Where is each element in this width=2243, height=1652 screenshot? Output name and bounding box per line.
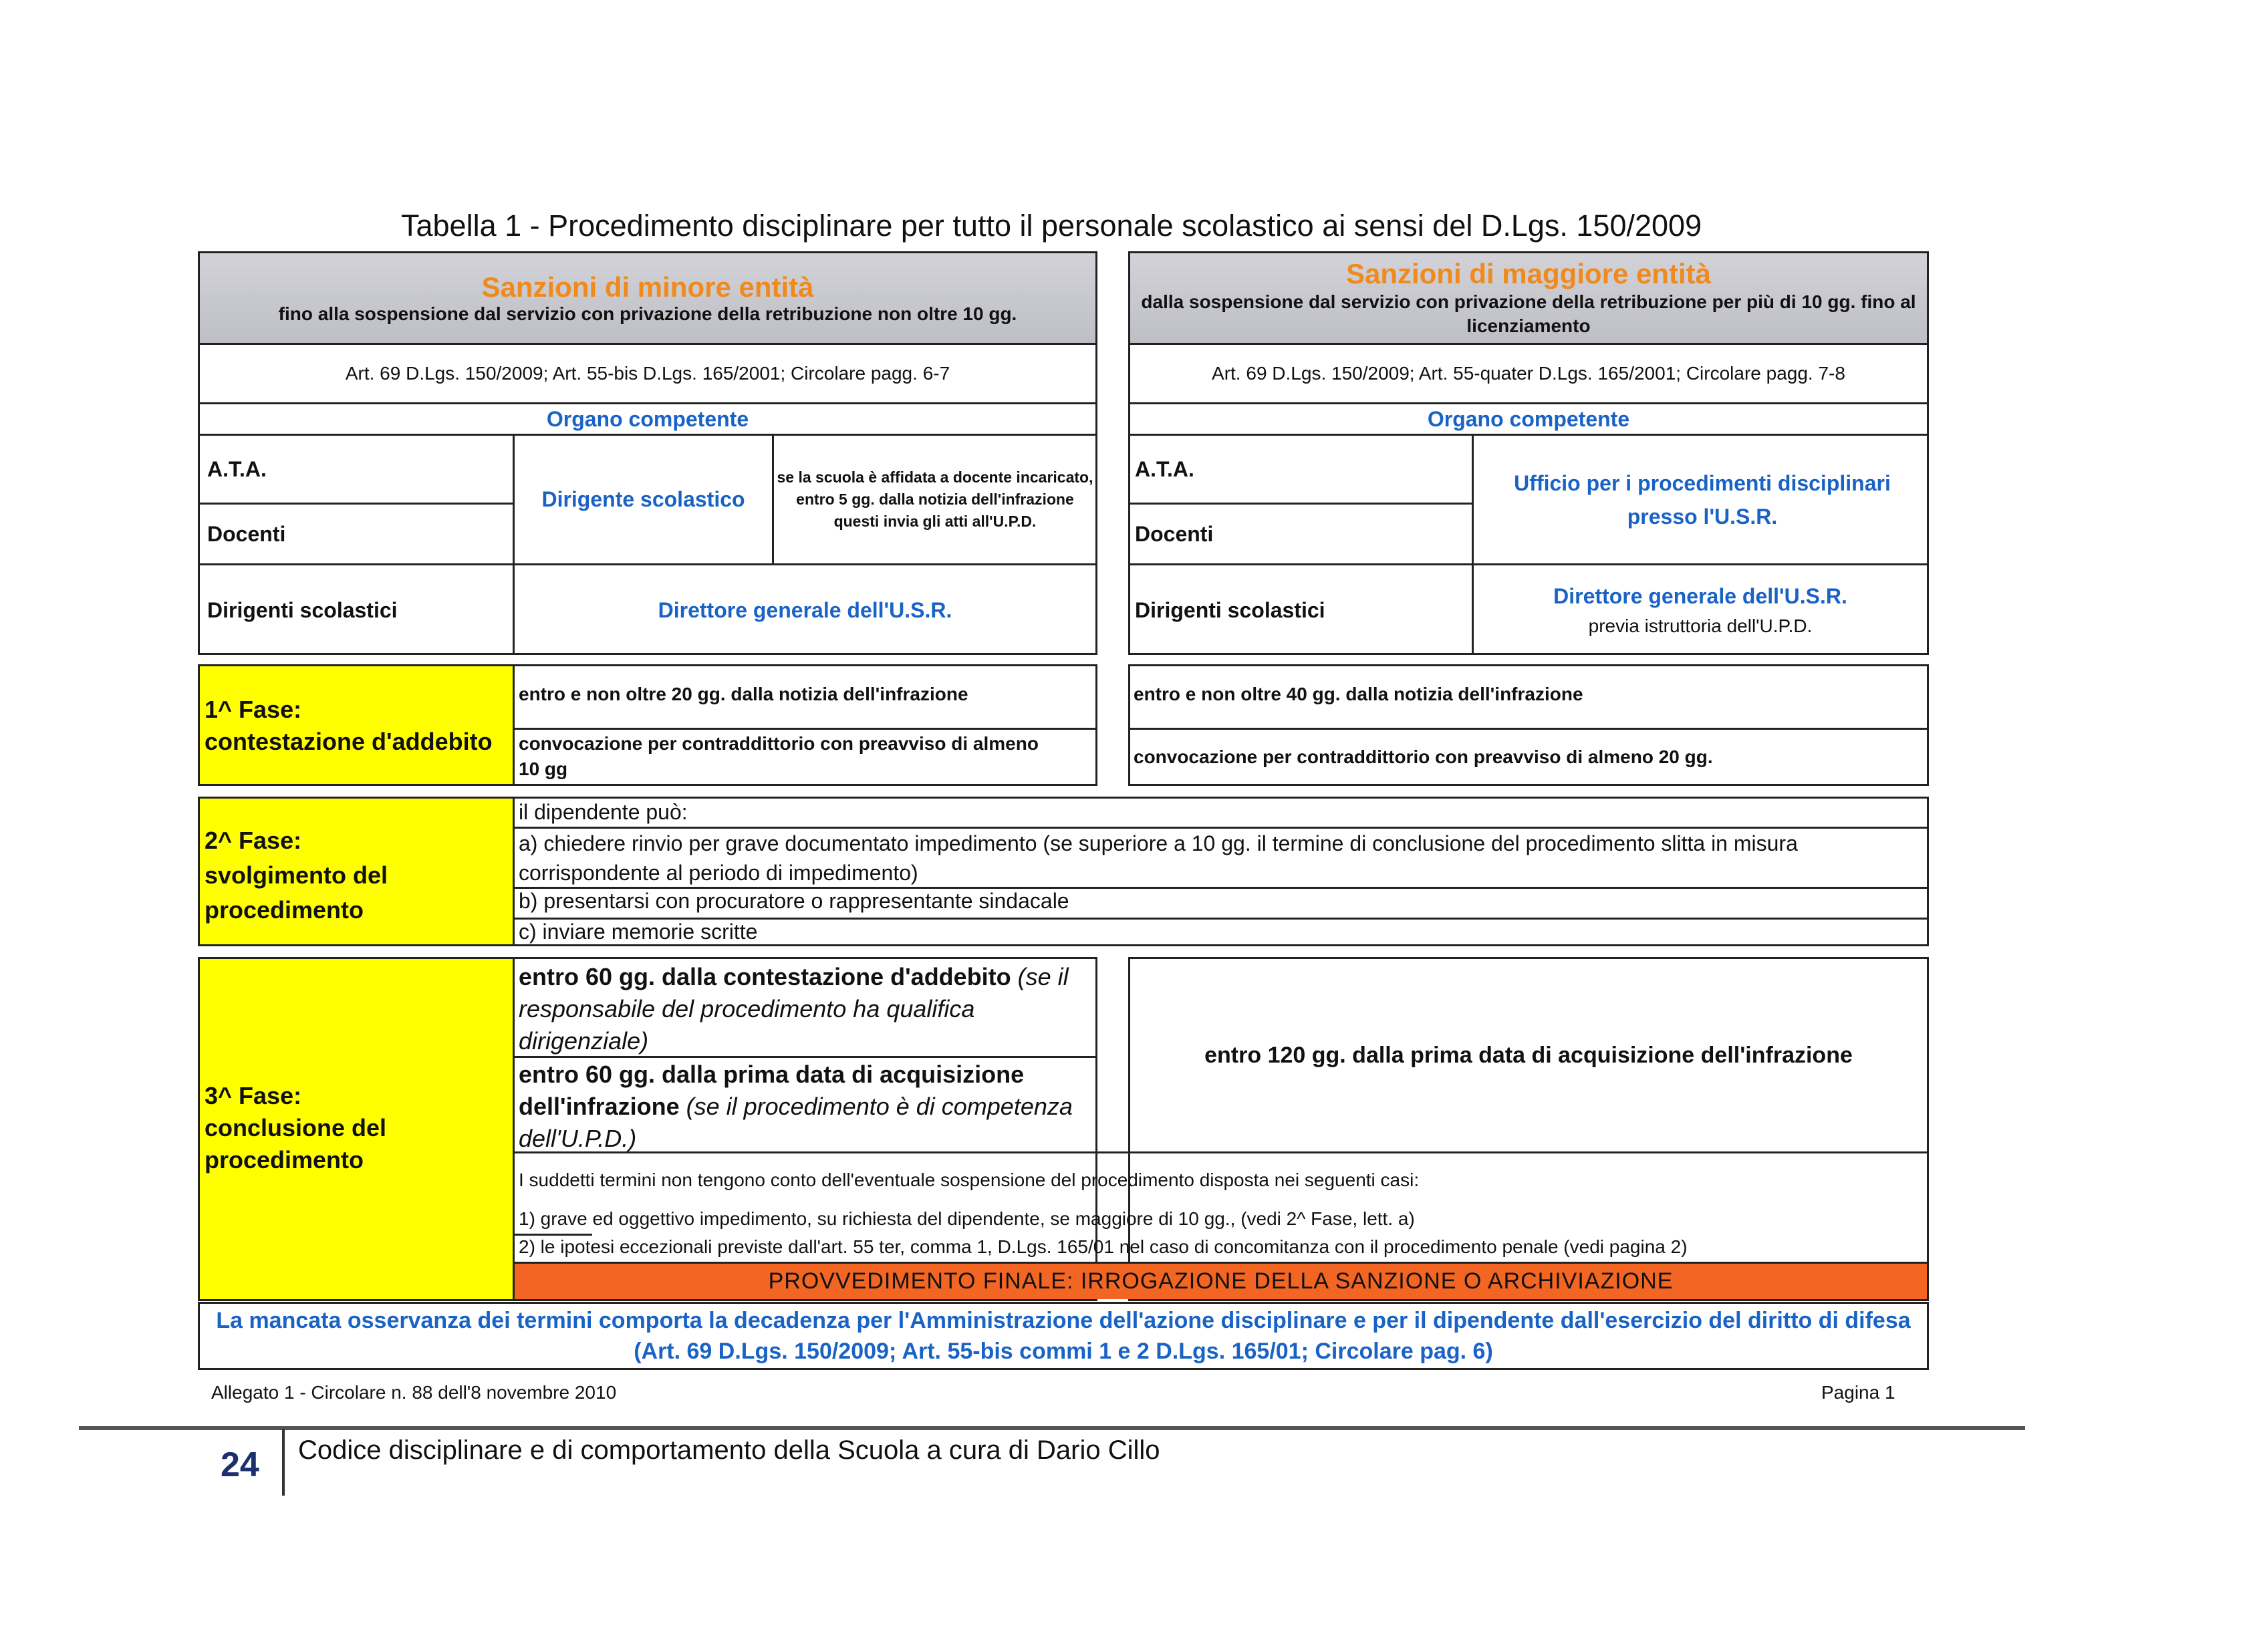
left-header-subtitle: fino alla sospensione dal servizio con privazione della retribuzione non oltre 10 gg. bbox=[278, 303, 1017, 324]
left-dirigente-scolastico: Dirigente scolastico bbox=[541, 487, 745, 511]
fase2-label-b: svolgimento del bbox=[205, 861, 388, 889]
fase2-option-c: c) inviare memorie scritte bbox=[519, 920, 758, 944]
right-organo-heading: Organo competente bbox=[1427, 406, 1630, 431]
termini-footer-text: La mancata osservanza dei termini comporta la decadenza per l'Amministrazione dell'azione disciplinare e per il dipendente dall'esercizio del diritto di difesa (Art. 69 D.Lgs. 150/2009; Art. 55-bis commi 1 e 2 D.Lgs. 165/01; Circolare pag. 6) bbox=[216, 1308, 1911, 1364]
fase3-term-dirigenziale-main: entro 60 gg. dalla contestazione d'addebito bbox=[519, 963, 1011, 990]
left-direttore-generale: Direttore generale dell'U.S.R. bbox=[658, 597, 952, 622]
right-ata-label: A.T.A. bbox=[1135, 456, 1194, 481]
fase3-label-c: procedimento bbox=[205, 1146, 364, 1174]
fase1-label bbox=[205, 694, 512, 758]
left-header bbox=[200, 253, 1095, 343]
right-direttore-generale: Direttore generale dell'U.S.R. bbox=[1553, 583, 1847, 608]
fase1-right-convocazione: convocazione per contraddittorio con preavviso di almeno 20 gg. bbox=[1134, 746, 1713, 767]
right-header-subtitle: dalla sospensione dal servizio con privazione della retribuzione per più di 10 gg. fino al licenziamento bbox=[1141, 291, 1916, 336]
fase3-right-term: entro 120 gg. dalla prima data di acquisizione dell'infrazione bbox=[1204, 1042, 1853, 1068]
fase3-label-b: conclusione del bbox=[205, 1114, 387, 1141]
right-legal-ref: Art. 69 D.Lgs. 150/2009; Art. 55-quater D.Lgs. 165/2001; Circolare pagg. 7-8 bbox=[1212, 363, 1845, 384]
fase2-dipendente-puo: il dipendente può: bbox=[519, 800, 688, 824]
fase1-right-deadline: entro e non oltre 40 gg. dalla notizia dell'infrazione bbox=[1134, 684, 1583, 704]
fase2-label bbox=[205, 823, 512, 928]
termini-footer-note bbox=[198, 1302, 1929, 1370]
fase3-term-dirigenziale-note: (se il responsabile del procedimento ha qualifica dirigenziale) bbox=[519, 963, 1069, 1055]
fase3-term-upd-main: entro 60 gg. dalla prima data di acquisizione dell'infrazione bbox=[519, 1061, 1025, 1120]
fase3-term-upd-note: (se il procedimento è di competenza dell'U.P.D.) bbox=[519, 1093, 1073, 1152]
fase1-label-b: contestazione d'addebito bbox=[205, 728, 493, 755]
fase3-term-upd bbox=[519, 1059, 1093, 1155]
book-title: Codice disciplinare e di comportamento della Scuola a cura di Dario Cillo bbox=[298, 1435, 1160, 1465]
left-dirigenti-label: Dirigenti scolastici bbox=[207, 597, 398, 622]
left-ata-label: A.T.A. bbox=[207, 456, 267, 481]
fase3-suspension-note: I suddetti termini non tengono conto dell'eventuale sospensione del procedimento disposta nei seguenti casi: bbox=[519, 1169, 1420, 1190]
right-docenti-label: Docenti bbox=[1135, 521, 1214, 546]
right-direttore-cell bbox=[1474, 565, 1927, 655]
fase3-suspension-case2: 2) le ipotesi eccezionali previste dall'art. 55 ter, comma 1, D.Lgs. 165/01 nel caso di concomitanza con il procedimento penale (vedi pagina 2) bbox=[519, 1236, 1688, 1257]
fase2-option-b: b) presentarsi con procuratore o rappresentante sindacale bbox=[519, 889, 1069, 913]
right-ufficio-upd: Ufficio per i procedimenti disciplinari presso l'U.S.R. bbox=[1514, 470, 1891, 529]
left-organo-heading: Organo competente bbox=[546, 406, 749, 431]
fase3-label bbox=[205, 1080, 512, 1176]
fase2-label-a: 2^ Fase: bbox=[205, 827, 302, 854]
allegato-caption: Allegato 1 - Circolare n. 88 dell'8 novembre 2010 bbox=[211, 1382, 617, 1403]
fase2-option-a: a) chiedere rinvio per grave documentato impedimento (se superiore a 10 gg. il termine di conclusione del procedimento slitta in misura corrispondente al periodo di impedimento) bbox=[519, 831, 1798, 885]
left-legal-ref: Art. 69 D.Lgs. 150/2009; Art. 55-bis D.Lgs. 165/2001; Circolare pagg. 6-7 bbox=[345, 363, 950, 384]
right-previa-istruttoria: previa istruttoria dell'U.P.D. bbox=[1588, 615, 1813, 636]
right-dirigenti-label: Dirigenti scolastici bbox=[1135, 597, 1325, 622]
page-number: 24 bbox=[221, 1446, 259, 1484]
fase2-label-c: procedimento bbox=[205, 896, 364, 924]
fase1-left-deadline: entro e non oltre 20 gg. dalla notizia dell'infrazione bbox=[519, 684, 968, 704]
left-docenti-label: Docenti bbox=[207, 521, 286, 546]
left-incaricato-note: se la scuola è affidata a docente incaricato, entro 5 gg. dalla notizia dell'infrazione questi invia gli atti all'U.P.D. bbox=[777, 468, 1093, 530]
left-header-title: Sanzioni di minore entità bbox=[481, 271, 814, 303]
fase1-left-convocazione: convocazione per contraddittorio con preavviso di almeno 10 gg bbox=[519, 733, 1039, 779]
provvedimento-finale-banner: PROVVEDIMENTO FINALE: IRROGAZIONE DELLA SANZIONE O ARCHIVIAZIONE bbox=[515, 1262, 1927, 1299]
pagina-caption: Pagina 1 bbox=[1821, 1382, 1895, 1403]
footer-divider bbox=[282, 1429, 285, 1496]
right-header-title: Sanzioni di maggiore entità bbox=[1345, 258, 1712, 289]
fase1-label-a: 1^ Fase: bbox=[205, 696, 302, 723]
table-title: Tabella 1 - Procedimento disciplinare per tutto il personale scolastico ai sensi del D.Lgs. 150/2009 bbox=[401, 209, 1702, 243]
fase3-suspension-case1: 1) grave ed oggettivo impedimento, su richiesta del dipendente, se maggiore di 10 gg., (vedi 2^ Fase, lett. a) bbox=[519, 1208, 1415, 1229]
right-header bbox=[1130, 253, 1927, 343]
fase3-term-dirigenziale bbox=[519, 961, 1093, 1057]
footer-rule bbox=[79, 1426, 2025, 1430]
fase3-label-a: 3^ Fase: bbox=[205, 1082, 302, 1109]
